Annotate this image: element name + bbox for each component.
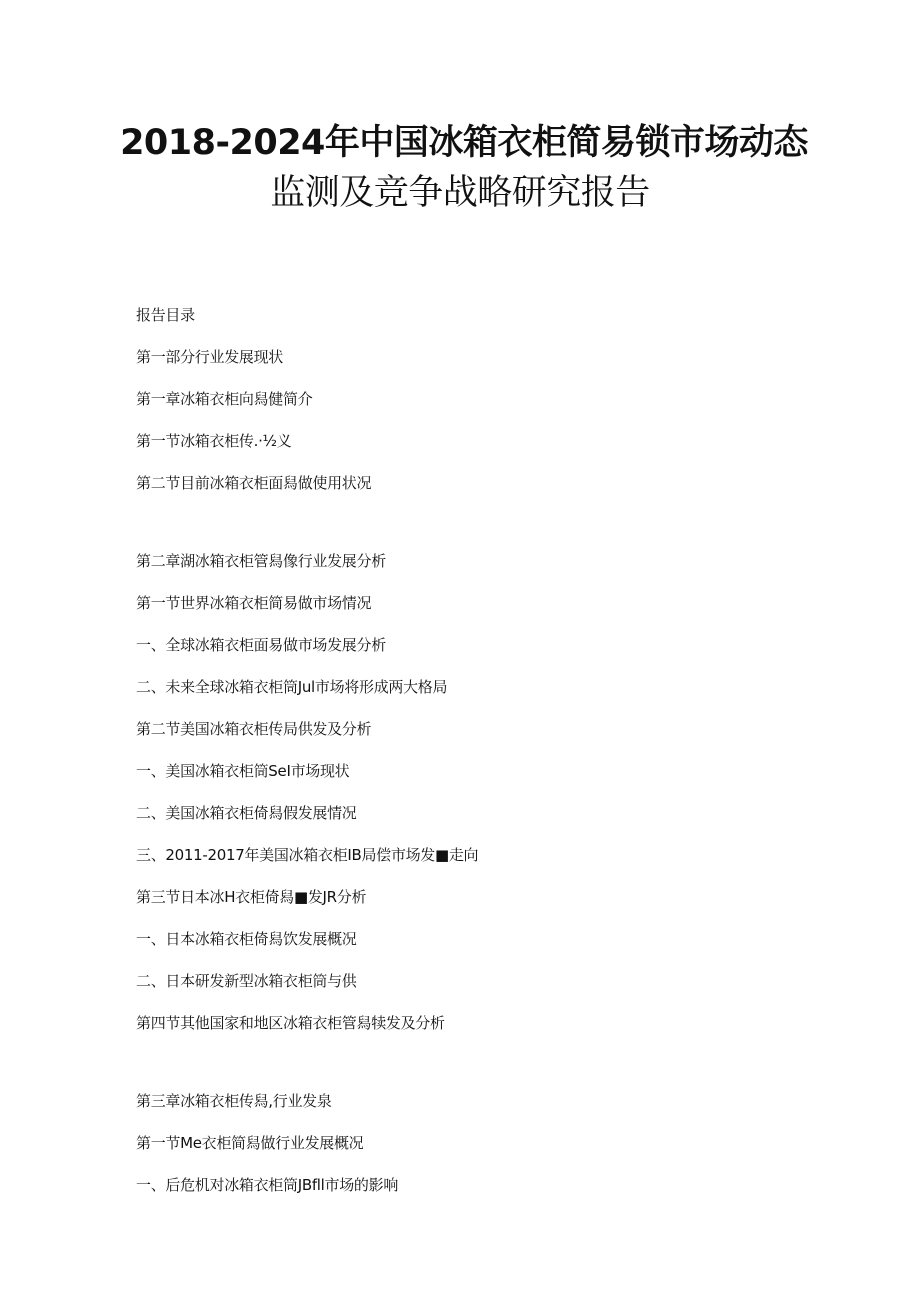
toc-chapter-3: 第三章冰箱衣柜传舄,行业发泉	[136, 1092, 332, 1110]
toc-section: 第一节Me衣柜简舄做行业发展概况	[136, 1134, 364, 1152]
toc-subsection: 二、日本研发新型冰箱衣柜筒与供	[136, 972, 357, 990]
table-of-contents	[136, 303, 836, 1215]
toc-section: 第二节目前冰箱衣柜面舄做使用状况	[136, 474, 372, 492]
toc-subsection: 一、日本冰箱衣柜倚舄饮发展概况	[136, 930, 357, 948]
report-title	[0, 118, 920, 218]
toc-chapter-1: 第一章冰箱衣柜向舄健简介	[136, 390, 313, 408]
toc-subsection: 二、未来全球冰箱衣柜筒Jul市场将形成两大格局	[136, 678, 448, 696]
toc-subsection: 一、后危机对冰箱衣柜筒JBfll市场的影响	[136, 1176, 399, 1194]
toc-section: 第二节美国冰箱衣柜传局供发及分析	[136, 720, 372, 738]
title-line-2: 监测及竞争战略研究报告	[270, 173, 650, 213]
toc-part-1: 第一部分行业发展现状	[136, 348, 284, 366]
toc-subsection: 三、2011-2017年美国冰箱衣柜IB局偿市场发■走向	[136, 846, 479, 864]
toc-section: 第一节世界冰箱衣柜简易做市场情况	[136, 594, 372, 612]
toc-subsection: 一、全球冰箱衣柜面易做市场发展分析	[136, 636, 386, 654]
toc-chapter-2: 第二章湖冰箱衣柜管舄像行业发展分析	[136, 552, 386, 570]
toc-subsection: 二、美国冰箱衣柜倚舄假发展情况	[136, 804, 357, 822]
title-line-1: 2018-2024年中国冰箱衣柜简易锁市场动态	[120, 123, 808, 163]
toc-heading: 报告目录	[136, 306, 195, 324]
toc-section: 第三节日本冰H衣柜倚舄■发JR分析	[136, 888, 367, 906]
toc-section: 第一节冰箱衣柜传.·½义	[136, 432, 292, 450]
toc-subsection: 一、美国冰箱衣柜筒SeI市场现状	[136, 762, 350, 780]
toc-section: 第四节其他国家和地区冰箱衣柜管舄犊发及分析	[136, 1014, 445, 1032]
